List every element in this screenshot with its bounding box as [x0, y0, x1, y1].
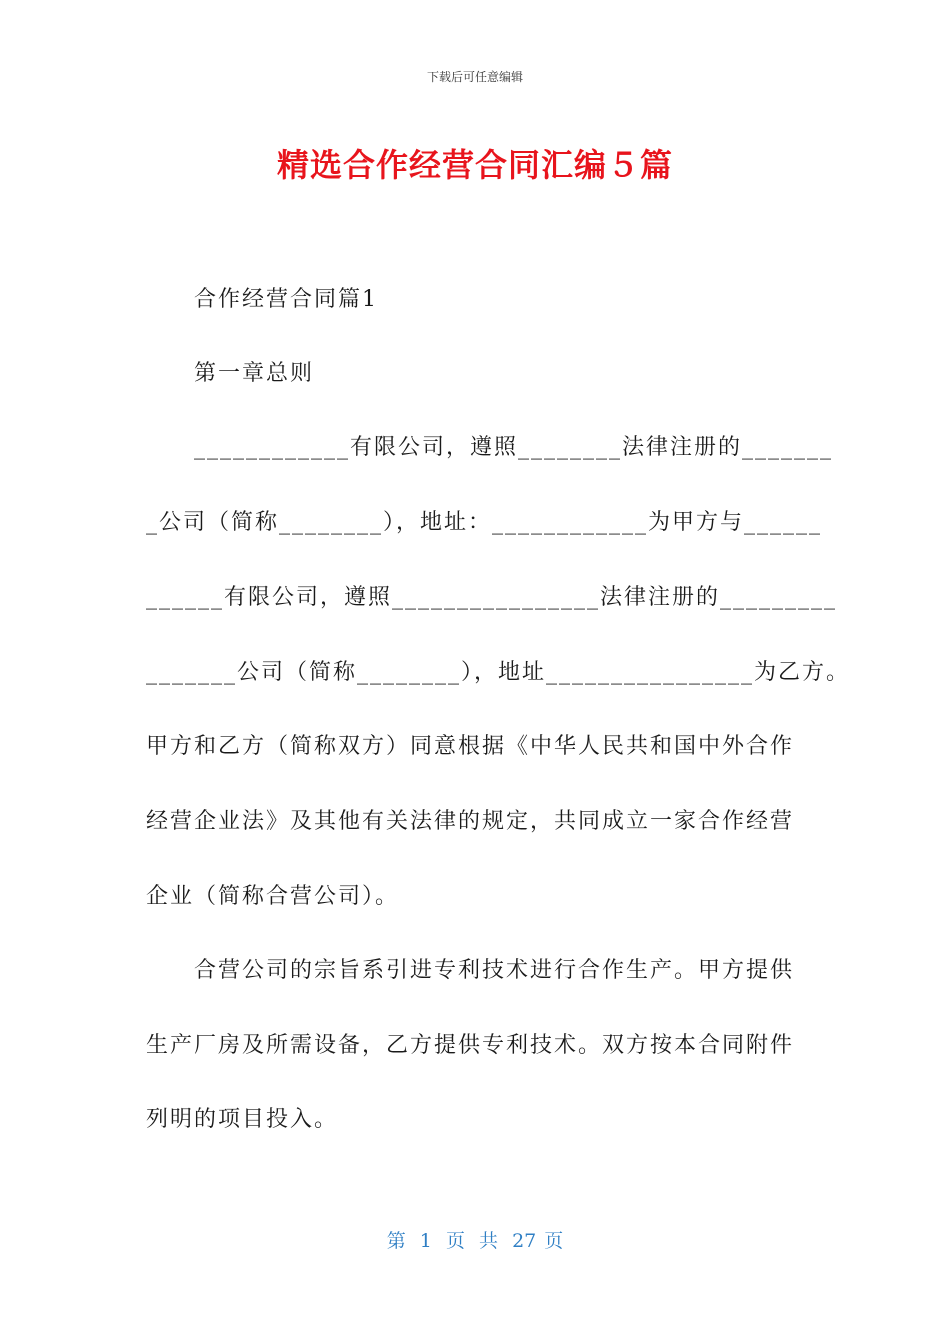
paragraph-line: ______有限公司，遵照________________法律注册的_________ [146, 585, 838, 610]
section-heading: 合作经营合同篇1 [194, 287, 378, 312]
page-mid: 页 [445, 1230, 465, 1252]
paragraph-line: _公司（简称________），地址：____________为甲方与______ [146, 510, 823, 535]
paragraph-line: _______公司（简称________），地址________________为乙方。 [146, 660, 851, 685]
paragraph-line: 合营公司的宗旨系引进专利技术进行合作生产。甲方提供 [194, 958, 795, 983]
paragraph-line: 生产厂房及所需设备，乙方提供专利技术。双方按本合同附件 [146, 1033, 795, 1058]
total-pages: 27 [512, 1230, 537, 1252]
total-suffix: 页 [544, 1230, 564, 1252]
paragraph-line: 企业（简称合营公司）。 [146, 884, 400, 909]
header-note: 下载后可任意编辑 [426, 70, 523, 84]
page-number: 1 [419, 1230, 432, 1252]
paragraph-line: 经营企业法》及其他有关法律的规定，共同成立一家合作经营 [146, 809, 795, 834]
document-title: 精选合作经营合同汇编５篇 [276, 146, 673, 184]
page-footer [0, 1226, 950, 1253]
chapter-heading: 第一章总则 [194, 361, 315, 386]
paragraph-line: ____________有限公司，遵照________法律注册的_______ [194, 435, 834, 460]
paragraph-line: 列明的项目投入。 [146, 1107, 339, 1132]
paragraph-line: 甲方和乙方（简称双方）同意根据《中华人民共和国中外合作 [146, 734, 795, 759]
total-prefix: 共 [479, 1230, 499, 1252]
page-prefix: 第 [386, 1230, 406, 1252]
